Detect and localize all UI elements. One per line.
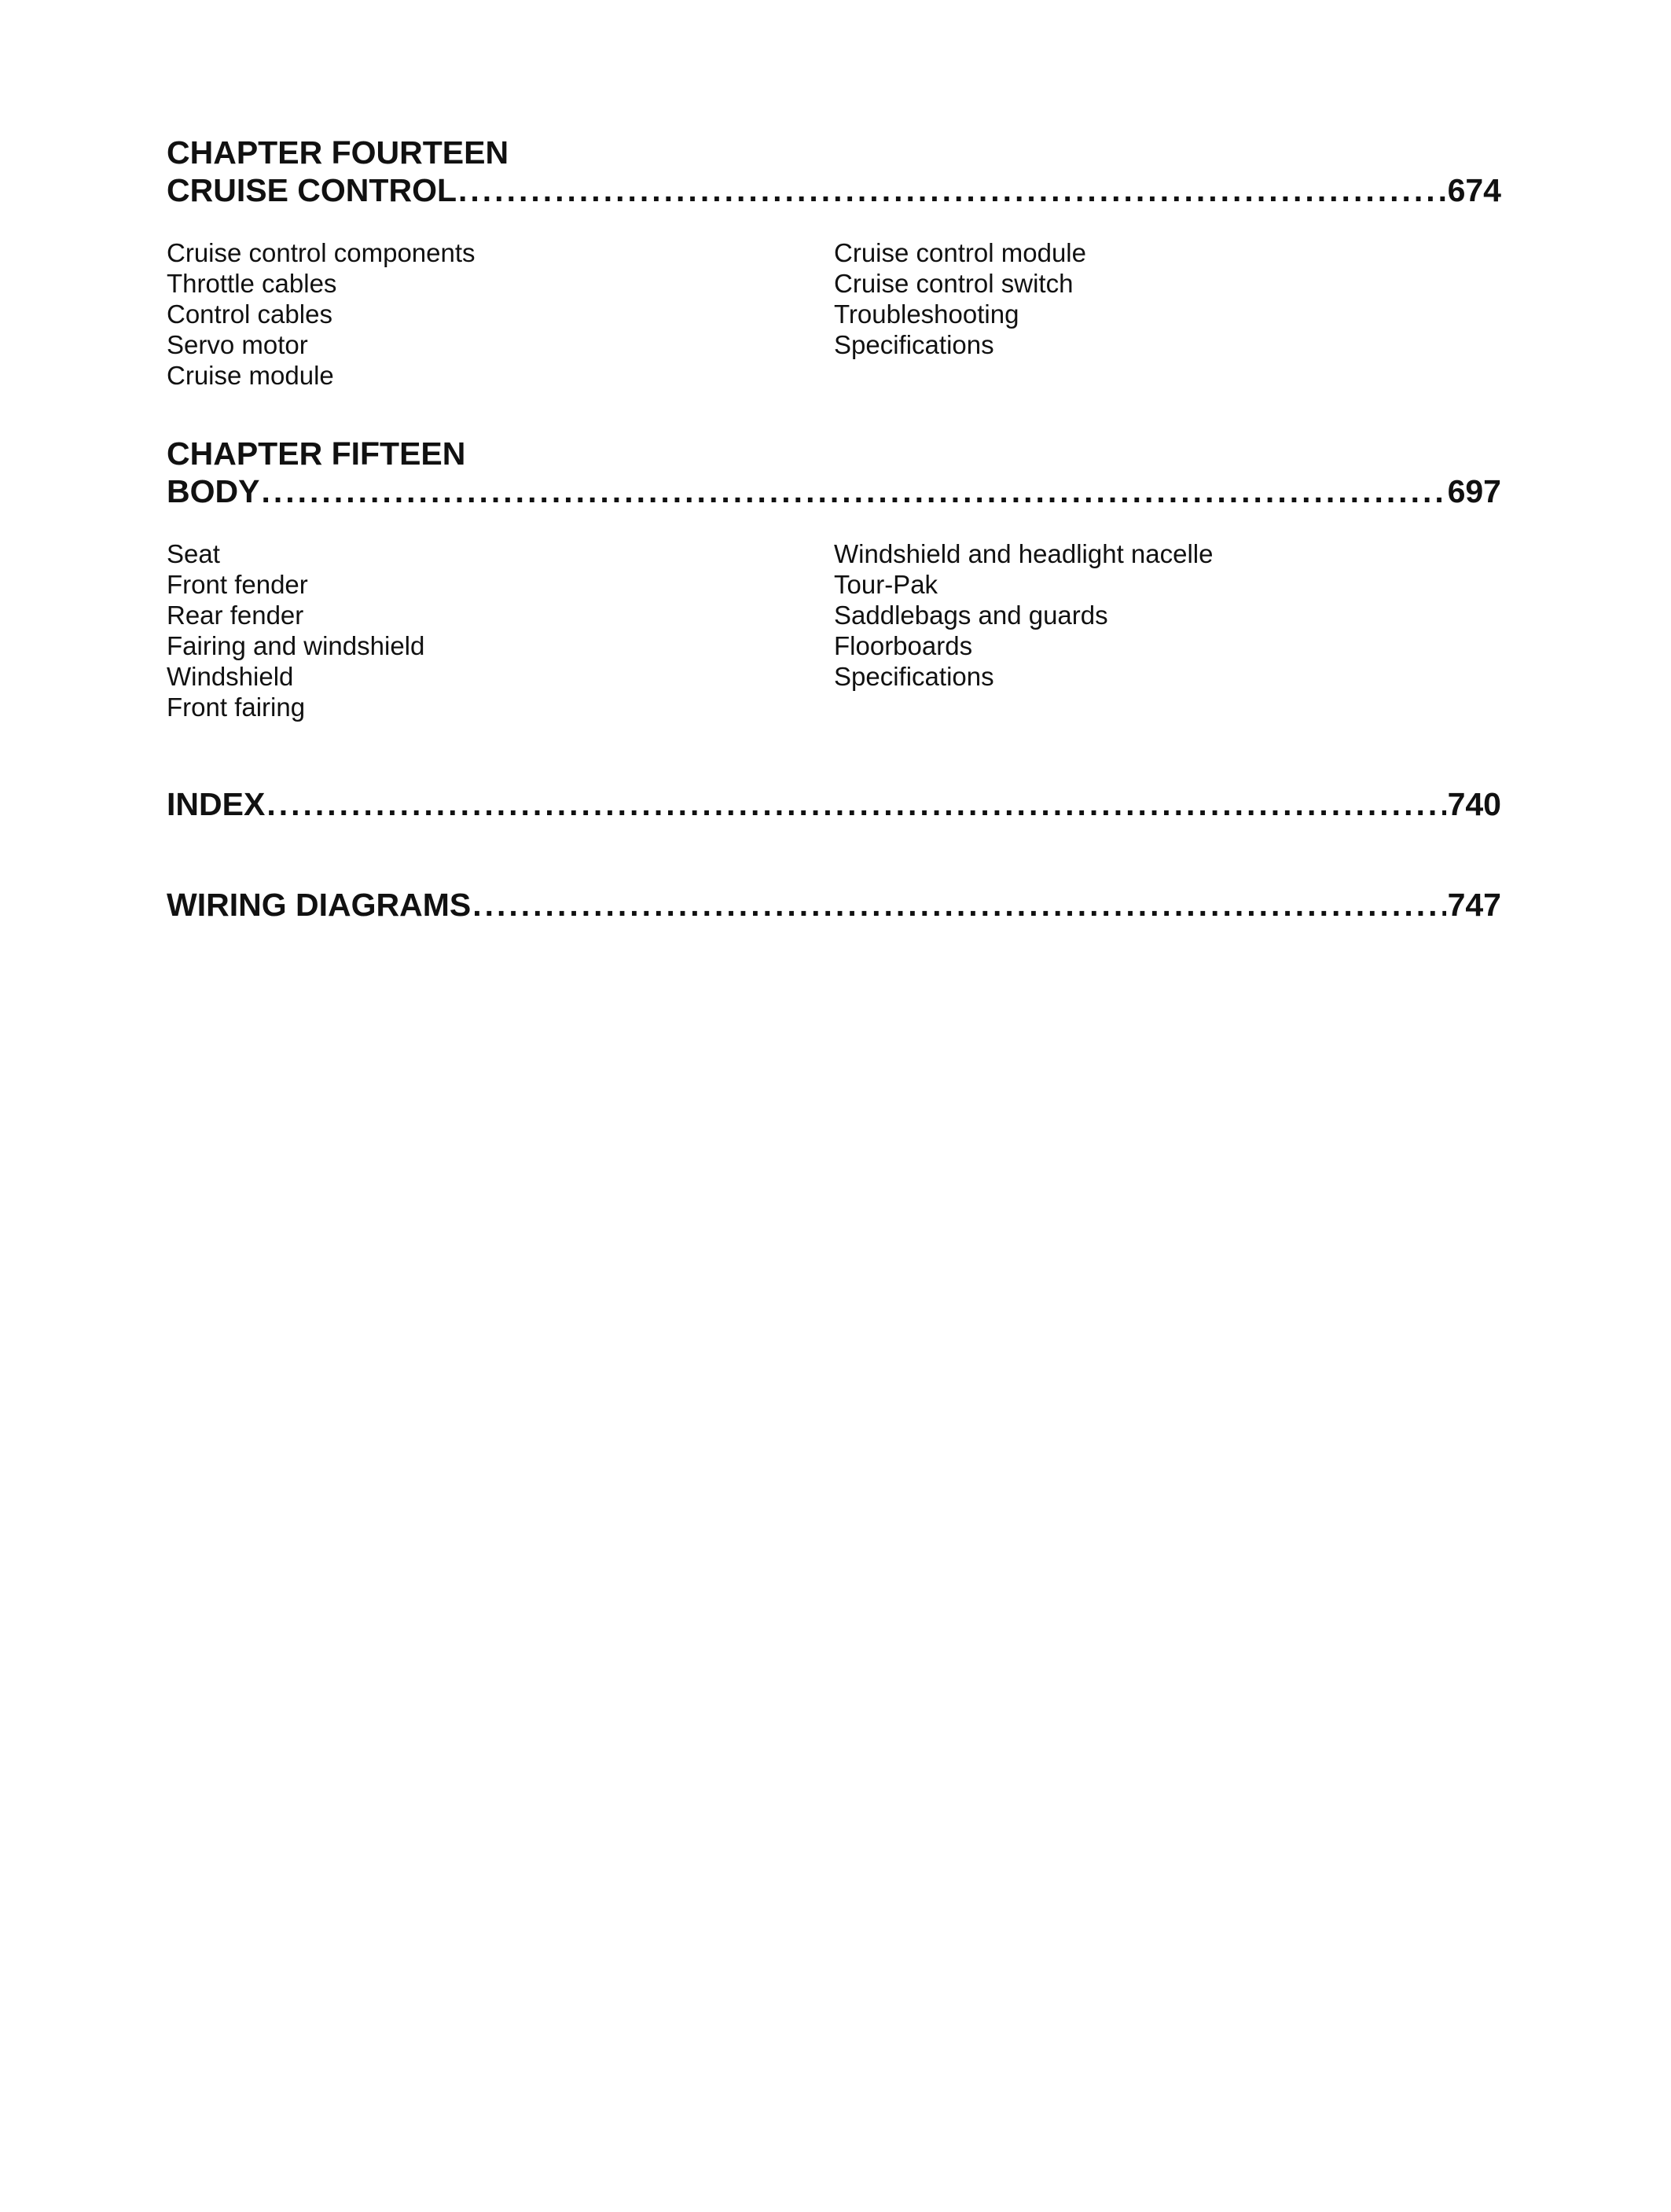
dot-leader — [458, 171, 1446, 209]
toc-entry-wiring-diagrams[interactable] — [167, 886, 1501, 924]
chapter-fifteen-section — [167, 435, 1501, 722]
topic-item: Tour-Pak — [834, 570, 938, 599]
dot-leader — [266, 785, 1445, 823]
dot-leader — [261, 472, 1445, 510]
toc-entry-title: BODY — [167, 473, 260, 509]
dot-leader — [472, 886, 1445, 924]
topic-item: Front fender — [167, 570, 308, 599]
topic-list — [167, 237, 1501, 391]
topic-item: Control cables — [167, 299, 332, 329]
topic-item: Windshield and headlight nacelle — [834, 539, 1214, 568]
chapter-label: CHAPTER FOURTEEN — [167, 134, 509, 171]
chapter-fourteen-section — [167, 134, 1501, 391]
topic-item: Servo motor — [167, 330, 308, 359]
topic-column-right — [834, 538, 1501, 722]
toc-page-number: 747 — [1447, 887, 1501, 923]
toc-page-number: 697 — [1447, 473, 1501, 509]
topic-item: Specifications — [834, 662, 994, 691]
topic-column-right — [834, 237, 1501, 391]
topic-item: Cruise module — [167, 361, 334, 390]
toc-entry-title: INDEX — [167, 786, 266, 822]
topic-item: Cruise control switch — [834, 269, 1074, 298]
topic-item: Rear fender — [167, 601, 304, 630]
topic-item: Cruise control components — [167, 238, 476, 267]
toc-page-number: 674 — [1447, 172, 1501, 208]
toc-page-number: 740 — [1447, 786, 1501, 822]
topic-item: Seat — [167, 539, 220, 568]
toc-entry-title: WIRING DIAGRAMS — [167, 887, 472, 923]
topic-item: Floorboards — [834, 631, 973, 660]
toc-entry-title: CRUISE CONTROL — [167, 172, 457, 208]
topic-list — [167, 538, 1501, 722]
toc-entry-index[interactable] — [167, 785, 1501, 823]
topic-item: Cruise control module — [834, 238, 1086, 267]
chapter-label: CHAPTER FIFTEEN — [167, 435, 466, 472]
topic-item: Throttle cables — [167, 269, 337, 298]
toc-entry-body[interactable] — [167, 472, 1501, 510]
topic-item: Troubleshooting — [834, 299, 1019, 329]
topic-column-left — [167, 237, 834, 391]
table-of-contents-page — [167, 134, 1501, 924]
topic-item: Fairing and windshield — [167, 631, 425, 660]
topic-item: Saddlebags and guards — [834, 601, 1108, 630]
topic-item: Front fairing — [167, 693, 306, 722]
topic-item: Windshield — [167, 662, 294, 691]
topic-column-left — [167, 538, 834, 722]
topic-item: Specifications — [834, 330, 994, 359]
toc-entry-cruise-control[interactable] — [167, 171, 1501, 209]
